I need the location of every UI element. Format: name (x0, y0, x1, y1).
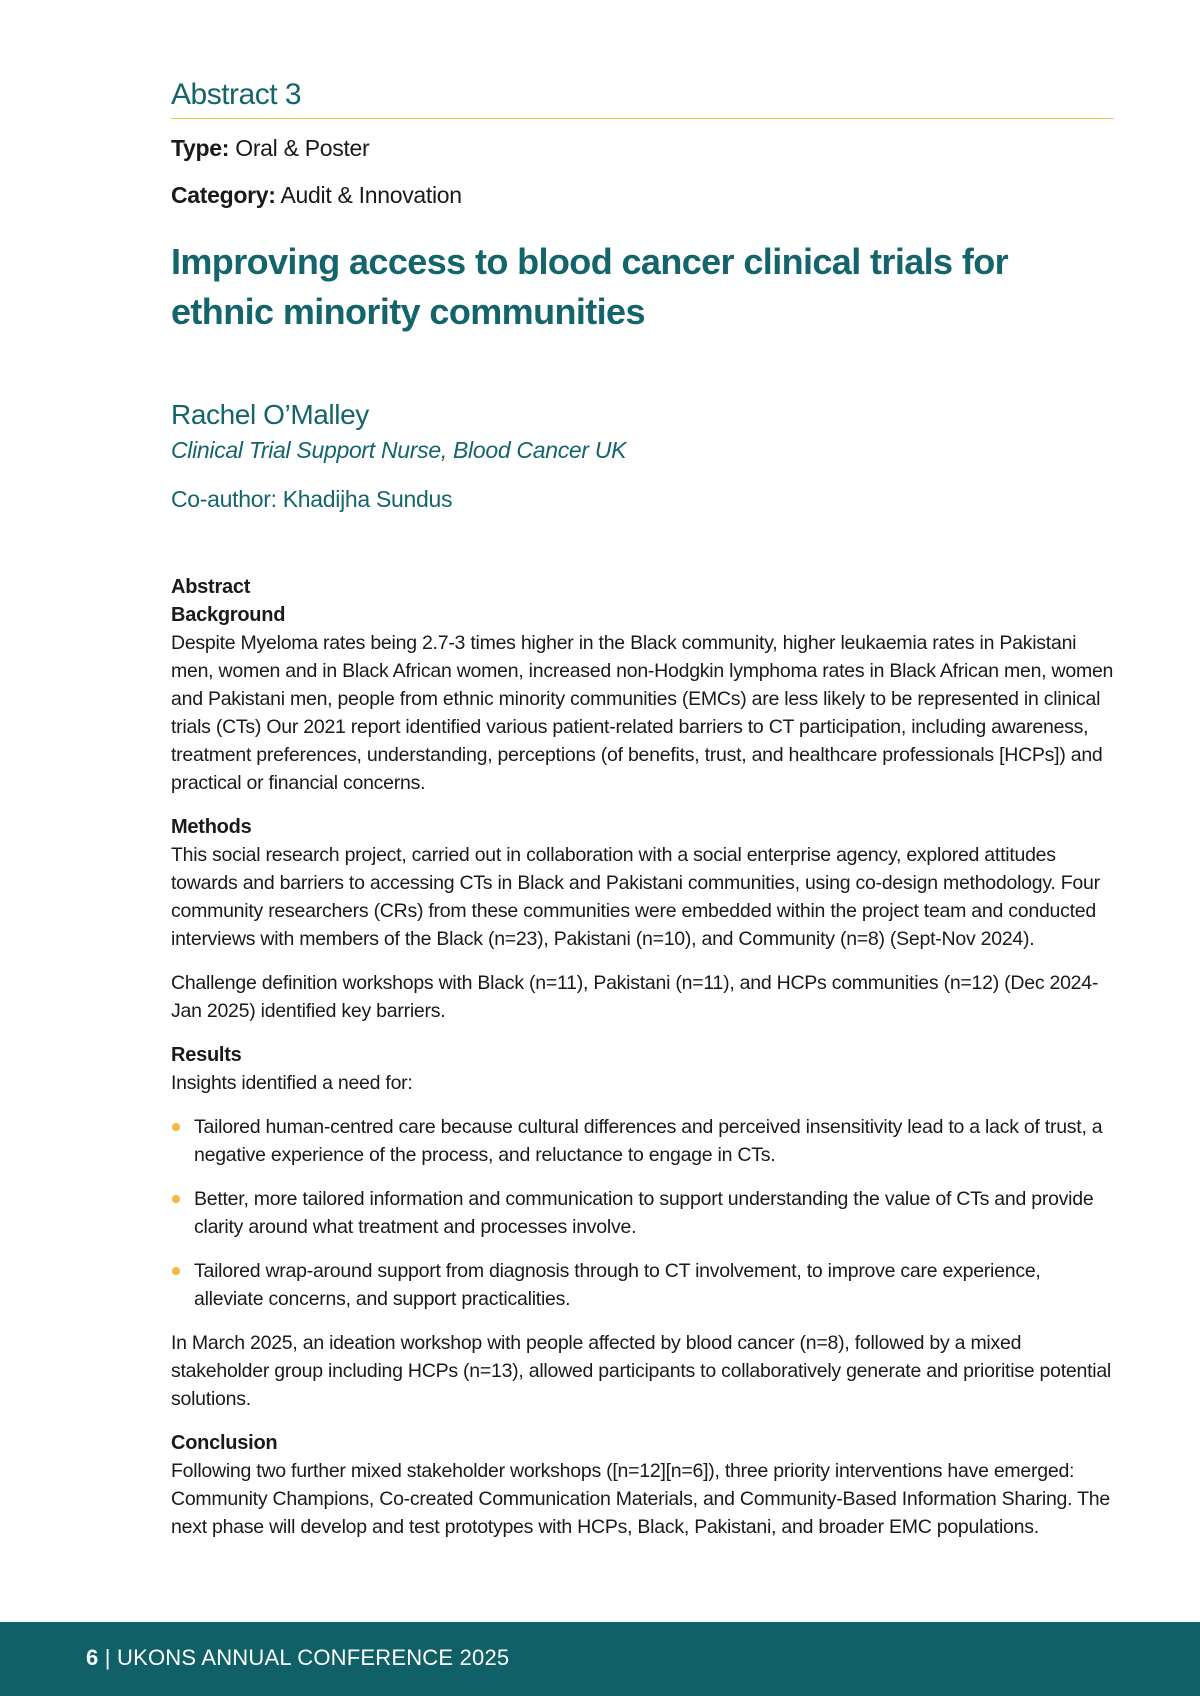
bullet-text: Better, more tailored information and communication to support understanding the value of CTs and provide clarity around what treatment and processes involve. (194, 1188, 1094, 1238)
page-title: Improving access to blood cancer clinical trials for ethnic minority communities (171, 241, 1009, 332)
results-intro: Insights identified a need for: (171, 1072, 413, 1094)
abstract-body (171, 573, 1114, 1541)
footer-content (86, 1645, 509, 1671)
page-number: 6 (86, 1645, 99, 1670)
conclusion-text: Following two further mixed stakeholder workshops ([n=12][n=6]), three priority interventions have emerged: Community Champions, Co-created Communication Materials, and Community-Based Information Sharing. The next phase will develop and test prototypes with HCPs, Black, Pakistani, and broader EMC populations. (171, 1460, 1110, 1538)
results-text: In March 2025, an ideation workshop with people affected by blood cancer (n=8), followed by a mixed stakeholder group including HCPs (n=13), allowed participants to collaboratively generate and prioritise potential solutions. (171, 1332, 1112, 1410)
methods-text-2: Challenge definition workshops with Black (n=11), Pakistani (n=11), and HCPs communities (n=12) (Dec 2024-Jan 2025) identified key barriers. (171, 972, 1099, 1022)
category-line (171, 182, 1114, 209)
list-item (171, 1257, 1114, 1313)
author-name: Rachel O’Malley (171, 399, 369, 430)
type-value: Oral & Poster (235, 135, 370, 161)
background-text: Despite Myeloma rates being 2.7-3 times higher in the Black community, higher leukaemia rates in Pakistani men, women and in Black African women, increased non-Hodgkin lymphoma rates in Black African men, women and Pakistani men, people from ethnic minority communities (EMCs) are less likely to be represented in clinical trials (CTs) Our 2021 report identified various patient-related barriers to CT participation, including awareness, treatment preferences, understanding, perceptions (of benefits, trust, and healthcare professionals [HCPs]) and practical or financial concerns. (171, 632, 1114, 794)
bullet-dot-icon (172, 1267, 180, 1275)
conclusion-heading: Conclusion (171, 1432, 278, 1454)
bullet-text: Tailored wrap-around support from diagnosis through to CT involvement, to improve care experience, alleviate concerns, and support practicalities. (194, 1260, 1041, 1310)
type-line (171, 135, 1114, 162)
list-item (171, 1185, 1114, 1241)
page-footer (0, 1622, 1200, 1696)
bullet-dot-icon (172, 1195, 180, 1203)
category-label: Category: (171, 182, 276, 208)
coauthor: Co-author: Khadijha Sundus (171, 486, 453, 512)
author-affiliation: Clinical Trial Support Nurse, Blood Cancer UK (171, 437, 627, 463)
type-label: Type: (171, 135, 230, 161)
methods-text: This social research project, carried out in collaboration with a social enterprise agency, explored attitudes towards and barriers to accessing CTs in Black and Pakistani communities, using co-design methodology. Four community researchers (CRs) from these communities were embedded within the project team and conducted interviews with members of the Black (n=23), Pakistani (n=10), and Community (n=8) (Sept-Nov 2024). (171, 844, 1100, 950)
background-heading: Background (171, 604, 286, 626)
category-value: Audit & Innovation (280, 182, 462, 208)
bullet-dot-icon (172, 1123, 180, 1131)
methods-heading: Methods (171, 816, 252, 838)
bullet-text: Tailored human-centred care because cultural differences and perceived insensitivity lead to a lack of trust, a negative experience of the process, and reluctance to engage in CTs. (194, 1116, 1103, 1166)
abstract-heading: Abstract (171, 576, 251, 598)
results-heading: Results (171, 1044, 242, 1066)
document-page (171, 78, 1114, 1541)
results-bullet-list (171, 1113, 1114, 1313)
abstract-number: Abstract 3 (171, 78, 1114, 119)
conference-name: UKONS ANNUAL CONFERENCE 2025 (116, 1645, 510, 1670)
footer-separator: | (104, 1645, 111, 1670)
list-item (171, 1113, 1114, 1169)
